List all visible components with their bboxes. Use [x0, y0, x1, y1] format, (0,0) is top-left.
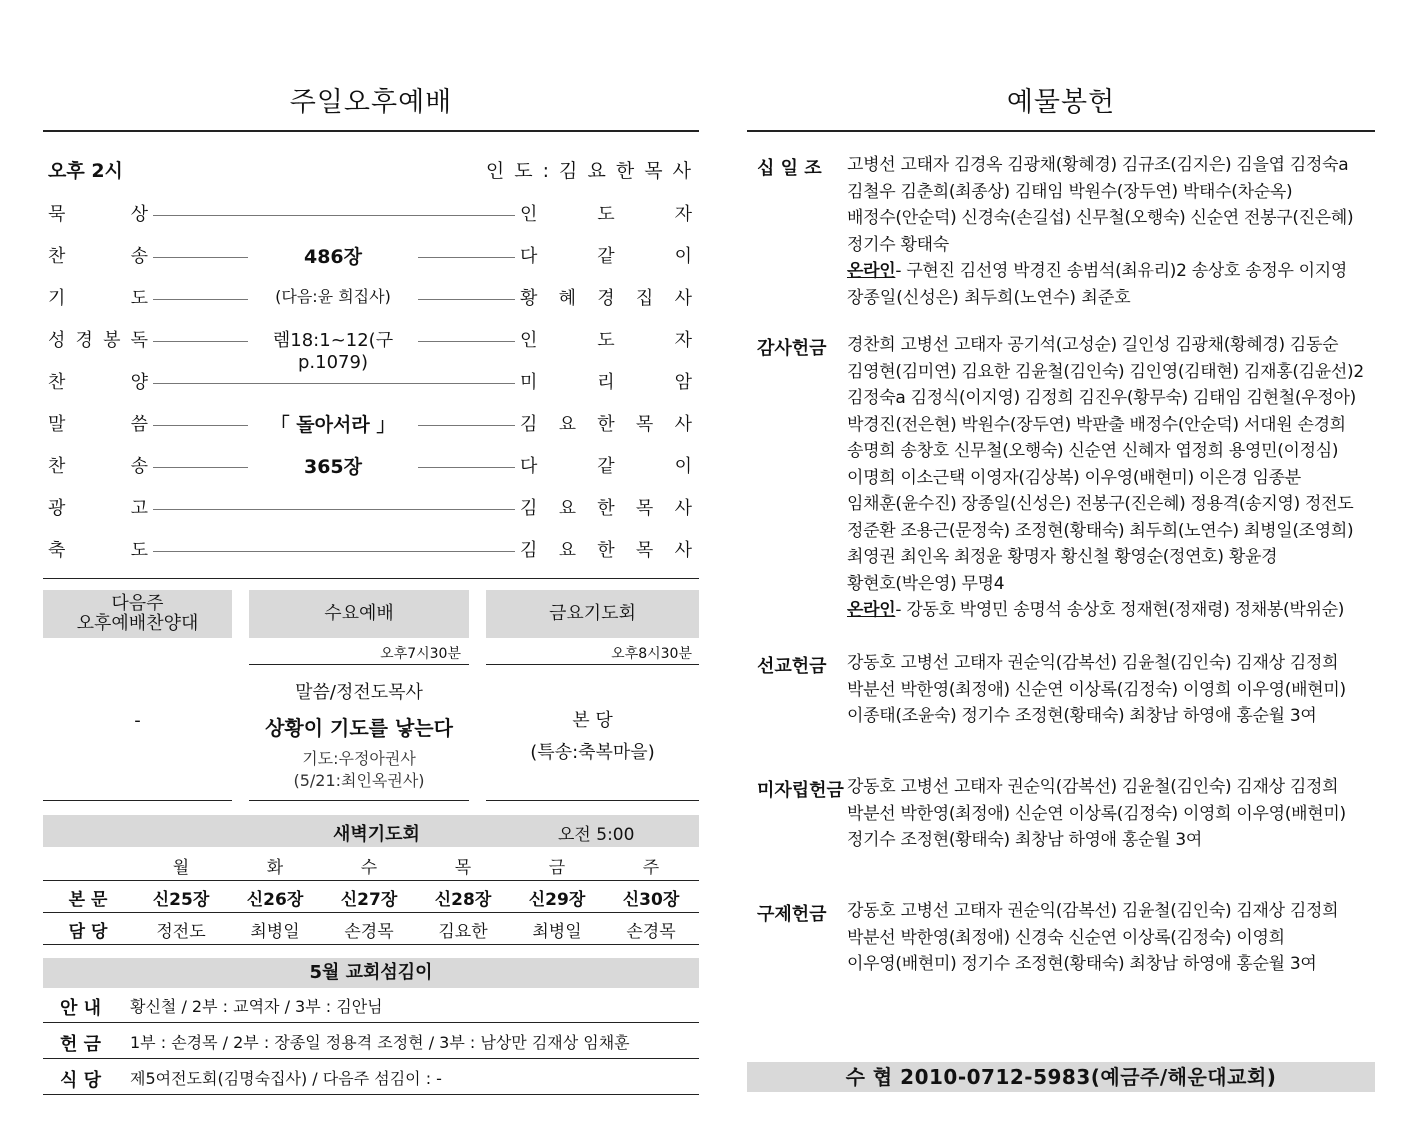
order-item: 「 돌아서라 」 — [270, 414, 396, 436]
dawn-passage: 신30장 — [622, 890, 680, 910]
offering-line: 정기수 조정현(황태숙) 최창남 하영애 홍순월 3여 — [847, 830, 1203, 850]
dawn-day: 주 — [642, 858, 660, 878]
divider — [486, 800, 699, 801]
order-row — [48, 326, 693, 373]
order-label: 기 도 — [48, 288, 148, 309]
order-row — [48, 452, 693, 482]
offering-line: 강동호 고병선 고태자 권순익(감복선) 김윤철(김인숙) 김재상 김정희 — [847, 777, 1339, 797]
order-row — [48, 494, 693, 524]
online-names: - 구현진 김선영 박경진 송범석(최유리)2 송상호 송정우 이지영 — [895, 261, 1348, 281]
order-label: 축 도 — [48, 540, 148, 561]
offering-line: 박분선 박한영(최정애) 신경숙 신순연 이상록(김정숙) 이영희 — [847, 927, 1285, 948]
online-label: 온라인 — [847, 261, 896, 281]
offering-label: 구제헌금 — [757, 904, 827, 925]
dawn-day: 수 — [360, 858, 378, 878]
offering-line: 이종태(조윤숙) 정기수 조정현(황태숙) 최창남 하영애 홍순월 3여 — [847, 706, 1317, 726]
offering-line: 배정수(안순덕) 신경숙(손길섭) 신무철(오행숙) 신순연 전봉구(진은혜) — [847, 208, 1354, 228]
dawn-leader: 김요한 — [438, 922, 488, 942]
online-names-cont: 장종일(신성은) 최두희(노연수) 최준호 — [847, 287, 1131, 308]
leader-line — [153, 257, 248, 258]
offering-line: 강동호 고병선 고태자 권순익(감복선) 김윤철(김인숙) 김재상 김정희 — [847, 901, 1339, 921]
offering-line: 박경진(전은현) 박원수(장두연) 박판출 배정수(안순덕) 서대원 손경희 — [847, 414, 1346, 435]
divider — [747, 130, 1375, 132]
dawn-leader: 최병일 — [532, 922, 582, 942]
offering-label: 미자립헌금 — [757, 780, 844, 801]
offering-label: 십 일 조 — [757, 158, 822, 179]
dawn-day: 월 — [172, 858, 190, 878]
leader-line — [418, 299, 515, 300]
dawn-leader: 정전도 — [156, 922, 206, 942]
wednesday-speaker: 말씀/정전도목사 — [295, 682, 423, 703]
order-item: 렘18:1~12(구p.1079) — [272, 330, 394, 373]
order-person: 김 요 한 목 사 — [520, 498, 692, 519]
divider — [43, 130, 699, 132]
dawn-passage: 신26장 — [246, 890, 304, 910]
offering-line: 정기수 황태숙 — [847, 234, 949, 255]
leader-line — [153, 383, 515, 384]
order-item: 365장 — [303, 456, 362, 478]
order-label: 찬 송 — [48, 246, 148, 267]
dawn-passage: 신28장 — [434, 890, 492, 910]
leader-line — [153, 299, 248, 300]
divider — [43, 880, 699, 881]
dawn-day: 목 — [454, 858, 472, 878]
dawn-time: 오전 5:00 — [558, 825, 635, 845]
next-choir-content: - — [134, 710, 141, 731]
offering-line: 이우영(배현미) 정기수 조정현(황태숙) 최창남 하영애 홍순월 3여 — [847, 954, 1317, 974]
service-label: 헌 금 — [60, 1034, 102, 1055]
order-label: 광 고 — [48, 498, 148, 519]
leader-line — [418, 341, 515, 342]
offering-line: 황현호(박은영) 무명4 — [847, 573, 1005, 594]
dawn-passage: 신29장 — [528, 890, 586, 910]
offering-line: 강동호 고병선 고태자 권순익(감복선) 김윤철(김인숙) 김재상 김정희 — [847, 653, 1339, 673]
leader-line — [153, 467, 248, 468]
order-person: 인 도 자 — [520, 204, 692, 225]
offering-line: 김정숙a 김정식(이지영) 김정희 김진우(황무숙) 김태임 김현철(우정아) — [847, 388, 1356, 408]
divider — [43, 912, 699, 913]
offering-line: 송명희 송창호 신무철(오행숙) 신순연 신혜자 엽정희 용영민(이정심) — [847, 441, 1339, 461]
service-text: 황신철 / 2부 : 교역자 / 3부 : 김안님 — [130, 997, 383, 1016]
dawn-passage: 신25장 — [152, 890, 210, 910]
order-label: 묵 상 — [48, 204, 148, 225]
service-header: 5월 교회섬김이 — [43, 958, 699, 988]
offering-names — [847, 650, 1371, 730]
dawn-row-label: 담 당 — [68, 922, 108, 942]
offering-names — [847, 898, 1371, 978]
leader-line — [153, 425, 248, 426]
order-item: (다음:윤 희집사) — [275, 287, 391, 306]
friday-time: 오후8시30분 — [611, 646, 692, 662]
dawn-leader: 손경목 — [626, 922, 676, 942]
order-label: 찬 양 — [48, 372, 148, 393]
leader-line — [418, 467, 515, 468]
online-line — [847, 597, 1371, 624]
online-label: 온라인 — [847, 600, 896, 620]
offering-line: 고병선 고태자 김경옥 김광채(황혜경) 김규조(김지은) 김을엽 김정숙a — [847, 155, 1349, 175]
offering-line: 김철우 김춘희(최종상) 김태임 박원수(장두연) 박태수(차순옥) — [847, 181, 1293, 202]
divider — [43, 1094, 699, 1095]
service-label: 안 내 — [60, 998, 102, 1019]
friday-special: (특송:축복마을) — [530, 742, 655, 763]
offering-line: 이명희 이소근택 이영자(김상복) 이우영(배현미) 이은경 임종분 — [847, 467, 1301, 488]
wednesday-time: 오후7시30분 — [380, 646, 461, 662]
order-row — [48, 200, 693, 230]
dawn-leader: 손경목 — [344, 922, 394, 942]
online-line — [847, 258, 1371, 285]
order-item: 486장 — [303, 246, 362, 268]
friday-header: 금요기도회 — [486, 590, 699, 638]
dawn-title: 새벽기도회 — [333, 824, 420, 845]
account-box: 수 협 2010-0712-5983(예금주/해운대교회) — [747, 1062, 1375, 1092]
service-text: 1부 : 손경목 / 2부 : 장종일 정용격 조정현 / 3부 : 남상만 김재상 임채훈 — [130, 1033, 630, 1052]
service-label: 식 당 — [60, 1070, 102, 1091]
next-choir-header-line1: 다음주 — [111, 593, 164, 614]
order-label: 찬 송 — [48, 456, 148, 477]
divider — [249, 664, 469, 665]
divider — [486, 664, 699, 665]
leader-line — [418, 257, 515, 258]
wednesday-header: 수요예배 — [249, 590, 469, 638]
friday-place: 본 당 — [572, 710, 613, 731]
dawn-passage: 신27장 — [340, 890, 398, 910]
divider — [43, 578, 699, 579]
order-row — [48, 410, 693, 440]
leader-line — [153, 509, 515, 510]
offering-line: 임채훈(윤수진) 장종일(신성은) 전봉구(진은혜) 정용격(송지영) 정전도 — [847, 494, 1354, 514]
divider — [43, 800, 232, 801]
dawn-day: 화 — [266, 858, 284, 878]
dawn-row-label: 본 문 — [68, 890, 108, 910]
offering-label: 감사헌금 — [757, 338, 827, 359]
offering-line: 최영권 최인옥 최정윤 황명자 황신철 황영순(정연호) 황윤경 — [847, 547, 1278, 567]
dawn-day: 금 — [548, 858, 566, 878]
offering-line: 박분선 박한영(최정애) 신순연 이상록(김정숙) 이영희 이우영(배현미) — [847, 679, 1346, 700]
offering-names — [847, 152, 1371, 311]
order-row — [48, 242, 693, 272]
order-person: 김 요 한 목 사 — [520, 540, 692, 561]
leader-line — [153, 215, 515, 216]
order-person: 다 같 이 — [520, 456, 692, 477]
leader-line — [418, 425, 515, 426]
order-person: 다 같 이 — [520, 246, 692, 267]
service-text: 제5여전도회(김명숙집사) / 다음주 섬김이 : - — [130, 1069, 442, 1088]
worship-title: 주일오후예배 — [289, 87, 453, 118]
next-choir-header — [43, 590, 232, 638]
service-time: 오후 2시 — [48, 160, 123, 182]
order-person: 인 도 자 — [520, 330, 692, 351]
wednesday-prayer-next: (5/21:최인옥권사) — [293, 771, 425, 790]
offering-line: 정준환 조용근(문정숙) 조정현(황태숙) 최두희(노연수) 최병일(조영희) — [847, 520, 1354, 541]
order-person: 김 요 한 목 사 — [520, 414, 692, 435]
dawn-leader: 최병일 — [250, 922, 300, 942]
offering-label: 선교헌금 — [757, 656, 827, 677]
offering-title: 예물봉헌 — [1006, 87, 1116, 118]
wednesday-prayer: 기도:우정아권사 — [302, 749, 416, 768]
divider — [43, 1022, 699, 1023]
order-row — [48, 284, 693, 314]
order-row — [48, 368, 693, 398]
service-leader: 인 도 : 김 요 한 목 사 — [485, 160, 693, 182]
leader-line — [153, 341, 248, 342]
offering-names — [847, 774, 1371, 854]
next-choir-header-line2: 오후예배찬양대 — [76, 613, 199, 634]
divider — [43, 1058, 699, 1059]
divider — [249, 800, 469, 801]
offering-line: 박분선 박한영(최정애) 신순연 이상록(김정숙) 이영희 이우영(배현미) — [847, 803, 1346, 824]
order-label: 성 경 봉 독 — [48, 330, 148, 351]
leader-line — [153, 551, 515, 552]
offering-names — [847, 332, 1371, 624]
online-names: - 강동호 박영민 송명석 송상호 정재현(정재령) 정채봉(박위순) — [895, 600, 1345, 620]
offering-line: 김영현(김미연) 김요한 김윤철(김인숙) 김인영(김태현) 김재홍(김윤선)2 — [847, 361, 1364, 382]
order-person: 미 리 암 — [520, 372, 692, 393]
divider — [43, 944, 699, 945]
wednesday-sermon: 상황이 기도를 낳는다 — [265, 716, 453, 740]
offering-line: 경찬희 고병선 고태자 공기석(고성순) 길인성 김광채(황혜경) 김동순 — [847, 335, 1339, 355]
order-row — [48, 536, 693, 566]
order-person: 황 혜 경 집 사 — [520, 288, 692, 309]
order-label: 말 씀 — [48, 414, 148, 435]
